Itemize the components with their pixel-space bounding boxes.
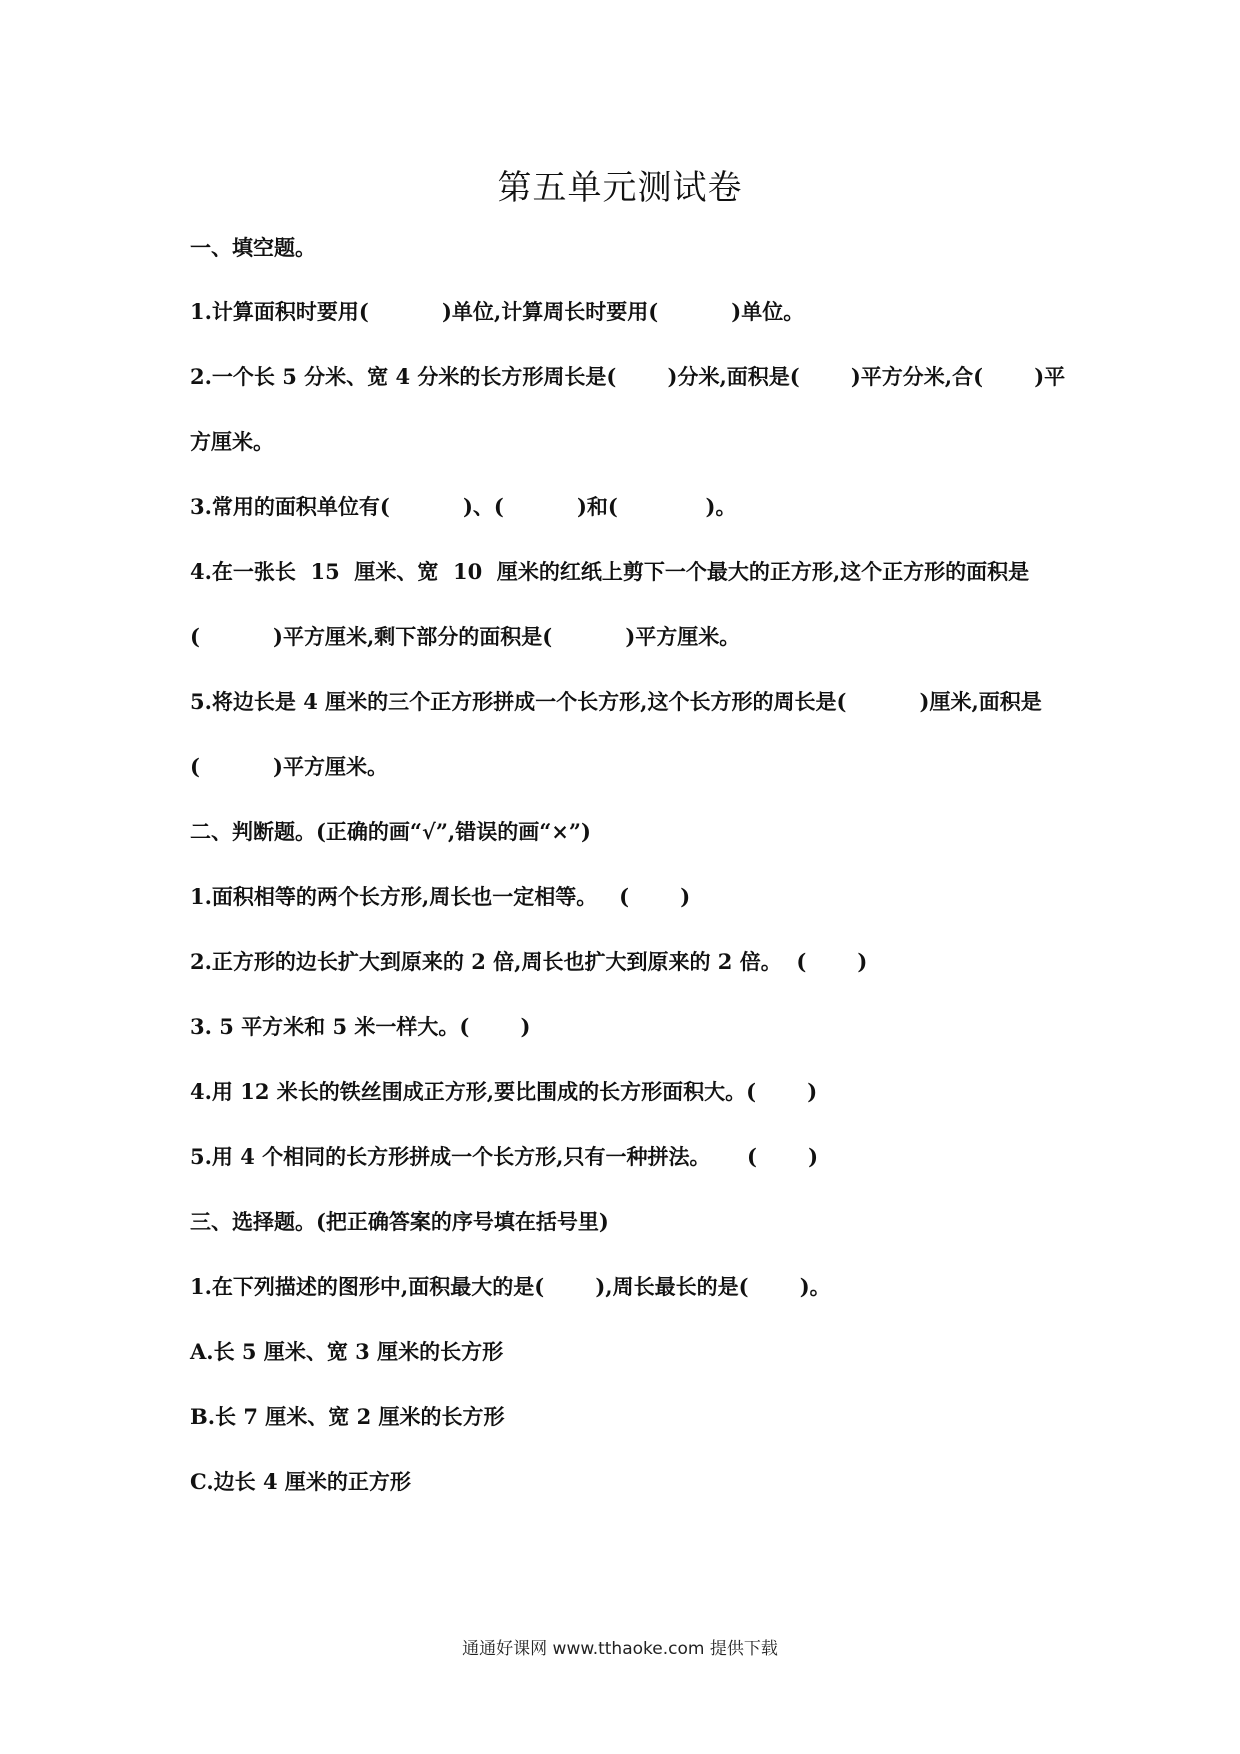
footer-source: 通通好课网 www.tthaoke.com 提供下载 [462, 1639, 778, 1659]
question-2-2: 2.正方形的边长扩大到原来的 2 倍,周长也扩大到原来的 2 倍。 ( ) [190, 949, 868, 974]
section-heading-fill-blank: 一、填空题。 [190, 235, 316, 260]
option-c: C.边长 4 厘米的正方形 [190, 1469, 411, 1494]
section-heading-true-false: 二、判断题。(正确的画“√”,错误的画“×”) [190, 819, 591, 844]
question-3-1: 1.在下列描述的图形中,面积最大的是( ),周长最长的是( )。 [190, 1274, 831, 1299]
question-2-4: 4.用 12 米长的铁丝围成正方形,要比围成的长方形面积大。( ) [190, 1079, 818, 1104]
question-1-5-line2: ( )平方厘米。 [190, 754, 388, 779]
question-1-4-line1: 4.在一张长 15 厘米、宽 10 厘米的红纸上剪下一个最大的正方形,这个正方形的面积是 [190, 559, 1030, 584]
option-b: B.长 7 厘米、宽 2 厘米的长方形 [190, 1404, 505, 1429]
question-1-4-line2: ( )平方厘米,剩下部分的面积是( )平方厘米。 [190, 624, 741, 649]
question-1-2-line1: 2.一个长 5 分米、宽 4 分米的长方形周长是( )分米,面积是( )平方分米,合( )平 [190, 364, 1066, 389]
question-2-3: 3. 5 平方米和 5 米一样大。( ) [190, 1014, 531, 1039]
question-1-3: 3.常用的面积单位有( )、( )和( )。 [190, 494, 737, 519]
option-a: A.长 5 厘米、宽 3 厘米的长方形 [190, 1339, 504, 1364]
question-1-5-line1: 5.将边长是 4 厘米的三个正方形拼成一个长方形,这个长方形的周长是( )厘米,面积是 [190, 689, 1042, 714]
section-heading-multiple-choice: 三、选择题。(把正确答案的序号填在括号里) [190, 1209, 609, 1234]
question-2-5: 5.用 4 个相同的长方形拼成一个长方形,只有一种拼法。 ( ) [190, 1144, 819, 1169]
question-2-1: 1.面积相等的两个长方形,周长也一定相等。 ( ) [190, 884, 691, 909]
question-1-2-line2: 方厘米。 [190, 429, 274, 454]
page-title: 第五单元测试卷 [497, 168, 743, 208]
question-1-1: 1.计算面积时要用( )单位,计算周长时要用( )单位。 [190, 299, 805, 324]
